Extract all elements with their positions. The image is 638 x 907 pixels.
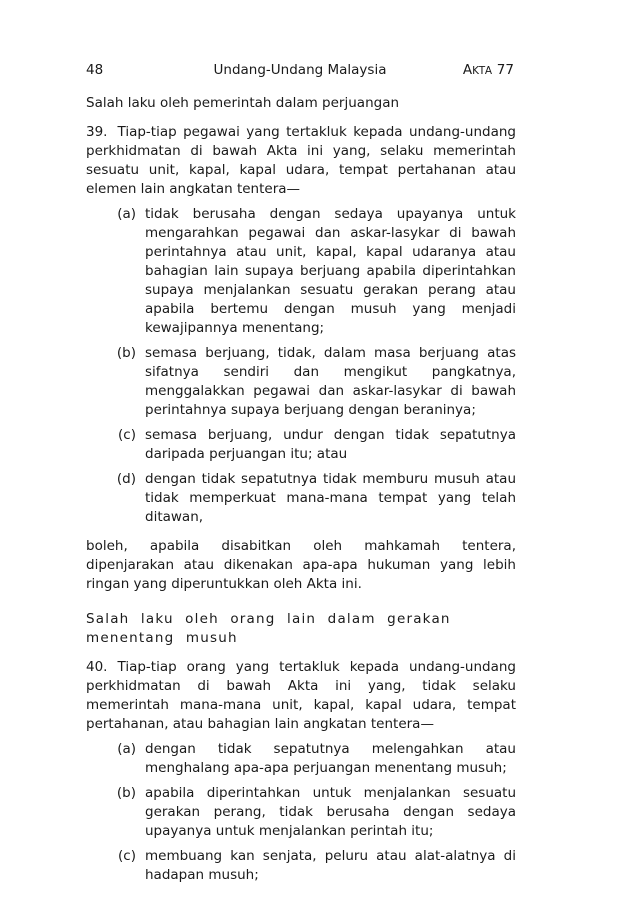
act-prefix: A	[462, 62, 473, 78]
item-label: (a)	[117, 741, 136, 757]
section-39-intro	[86, 123, 516, 199]
item-label: (a)	[117, 206, 136, 222]
section-39-item	[86, 470, 516, 527]
item-label: (c)	[118, 848, 136, 864]
section-40-intro-text: Tiap-tiap orang yang tertakluk kepada undang-undang perkhidmatan di bawah Akta ini yang, tidak selaku memerintah mana-mana unit, kapal, kapal udara, tempat pertahanan, atau bahagian lain angkatan tentera—	[86, 659, 516, 732]
page-number: 48	[86, 62, 104, 78]
item-text: semasa berjuang, tidak, dalam masa berjuang atas sifatnya sendiri dan mengikut pangkatnya, menggalakkan pegawai dan askar-lasykar di bawah perintahnya supaya berjuang dengan beraninya;	[145, 345, 516, 418]
section-39-item	[86, 205, 516, 338]
item-text: apabila diperintahkan untuk menjalankan sesuatu gerakan perang, tidak berusaha dengan sedaya upayanya untuk menjalankan perintah itu;	[145, 785, 516, 839]
section-39-item	[86, 344, 516, 420]
section-40-item	[86, 784, 516, 841]
section-40-intro	[86, 658, 516, 734]
header-title: Undang-Undang Malaysia	[213, 62, 387, 78]
section-39-intro-text: Tiap-tiap pegawai yang tertakluk kepada undang-undang perkhidmatan di bawah Akta ini yang, selaku memerintah sesuatu unit, kapal, kapal udara, tempat pertahanan atau elemen lain angkatan tentera—	[86, 124, 516, 197]
section-40-item	[86, 847, 516, 885]
item-label: (b)	[116, 785, 136, 801]
section-39-number: 39.	[86, 124, 108, 140]
section-39-heading: Salah laku oleh pemerintah dalam perjuangan	[86, 95, 400, 111]
item-label: (c)	[118, 427, 136, 443]
item-label: (b)	[116, 345, 136, 361]
item-label: (d)	[116, 471, 136, 487]
item-text: tidak berusaha dengan sedaya upayanya untuk mengarahkan pegawai dan askar-lasykar di bawah perintahnya atau unit, kapal, kapal udaranya atau bahagian lain supaya berjuang apabila diperintahkan supaya menjalankan sesuatu gerakan perang atau apabila bertemu dengan musuh yang menjadi kewajipannya menentang;	[145, 206, 516, 336]
section-39-penalty: boleh, apabila disabitkan oleh mahkamah tentera, dipenjarakan atau dikenakan apa-apa hukuman yang lebih ringan yang diperuntukkan oleh Akta ini.	[86, 538, 516, 592]
section-39-item	[86, 426, 516, 464]
item-text: dengan tidak sepatutnya melengahkan atau menghalang apa-apa perjuangan menentang musuh;	[145, 741, 516, 776]
act-reference	[463, 62, 514, 78]
section-40-item	[86, 740, 516, 778]
section-40-heading: Salah laku oleh orang lain dalam gerakan menentang musuh	[86, 611, 451, 646]
item-text: dengan tidak sepatutnya tidak memburu musuh atau tidak memperkuat mana-mana tempat yang telah ditawan,	[145, 471, 516, 525]
document-body	[86, 94, 516, 891]
act-number: 77	[492, 62, 514, 78]
item-text: semasa berjuang, undur dengan tidak sepatutnya daripada perjuangan itu; atau	[145, 427, 516, 462]
section-40-number: 40.	[86, 659, 108, 675]
running-header	[86, 62, 514, 82]
act-prefix-smallcaps: KTA	[472, 65, 493, 77]
item-text: membuang kan senjata, peluru atau alat-alatnya di hadapan musuh;	[145, 848, 516, 883]
